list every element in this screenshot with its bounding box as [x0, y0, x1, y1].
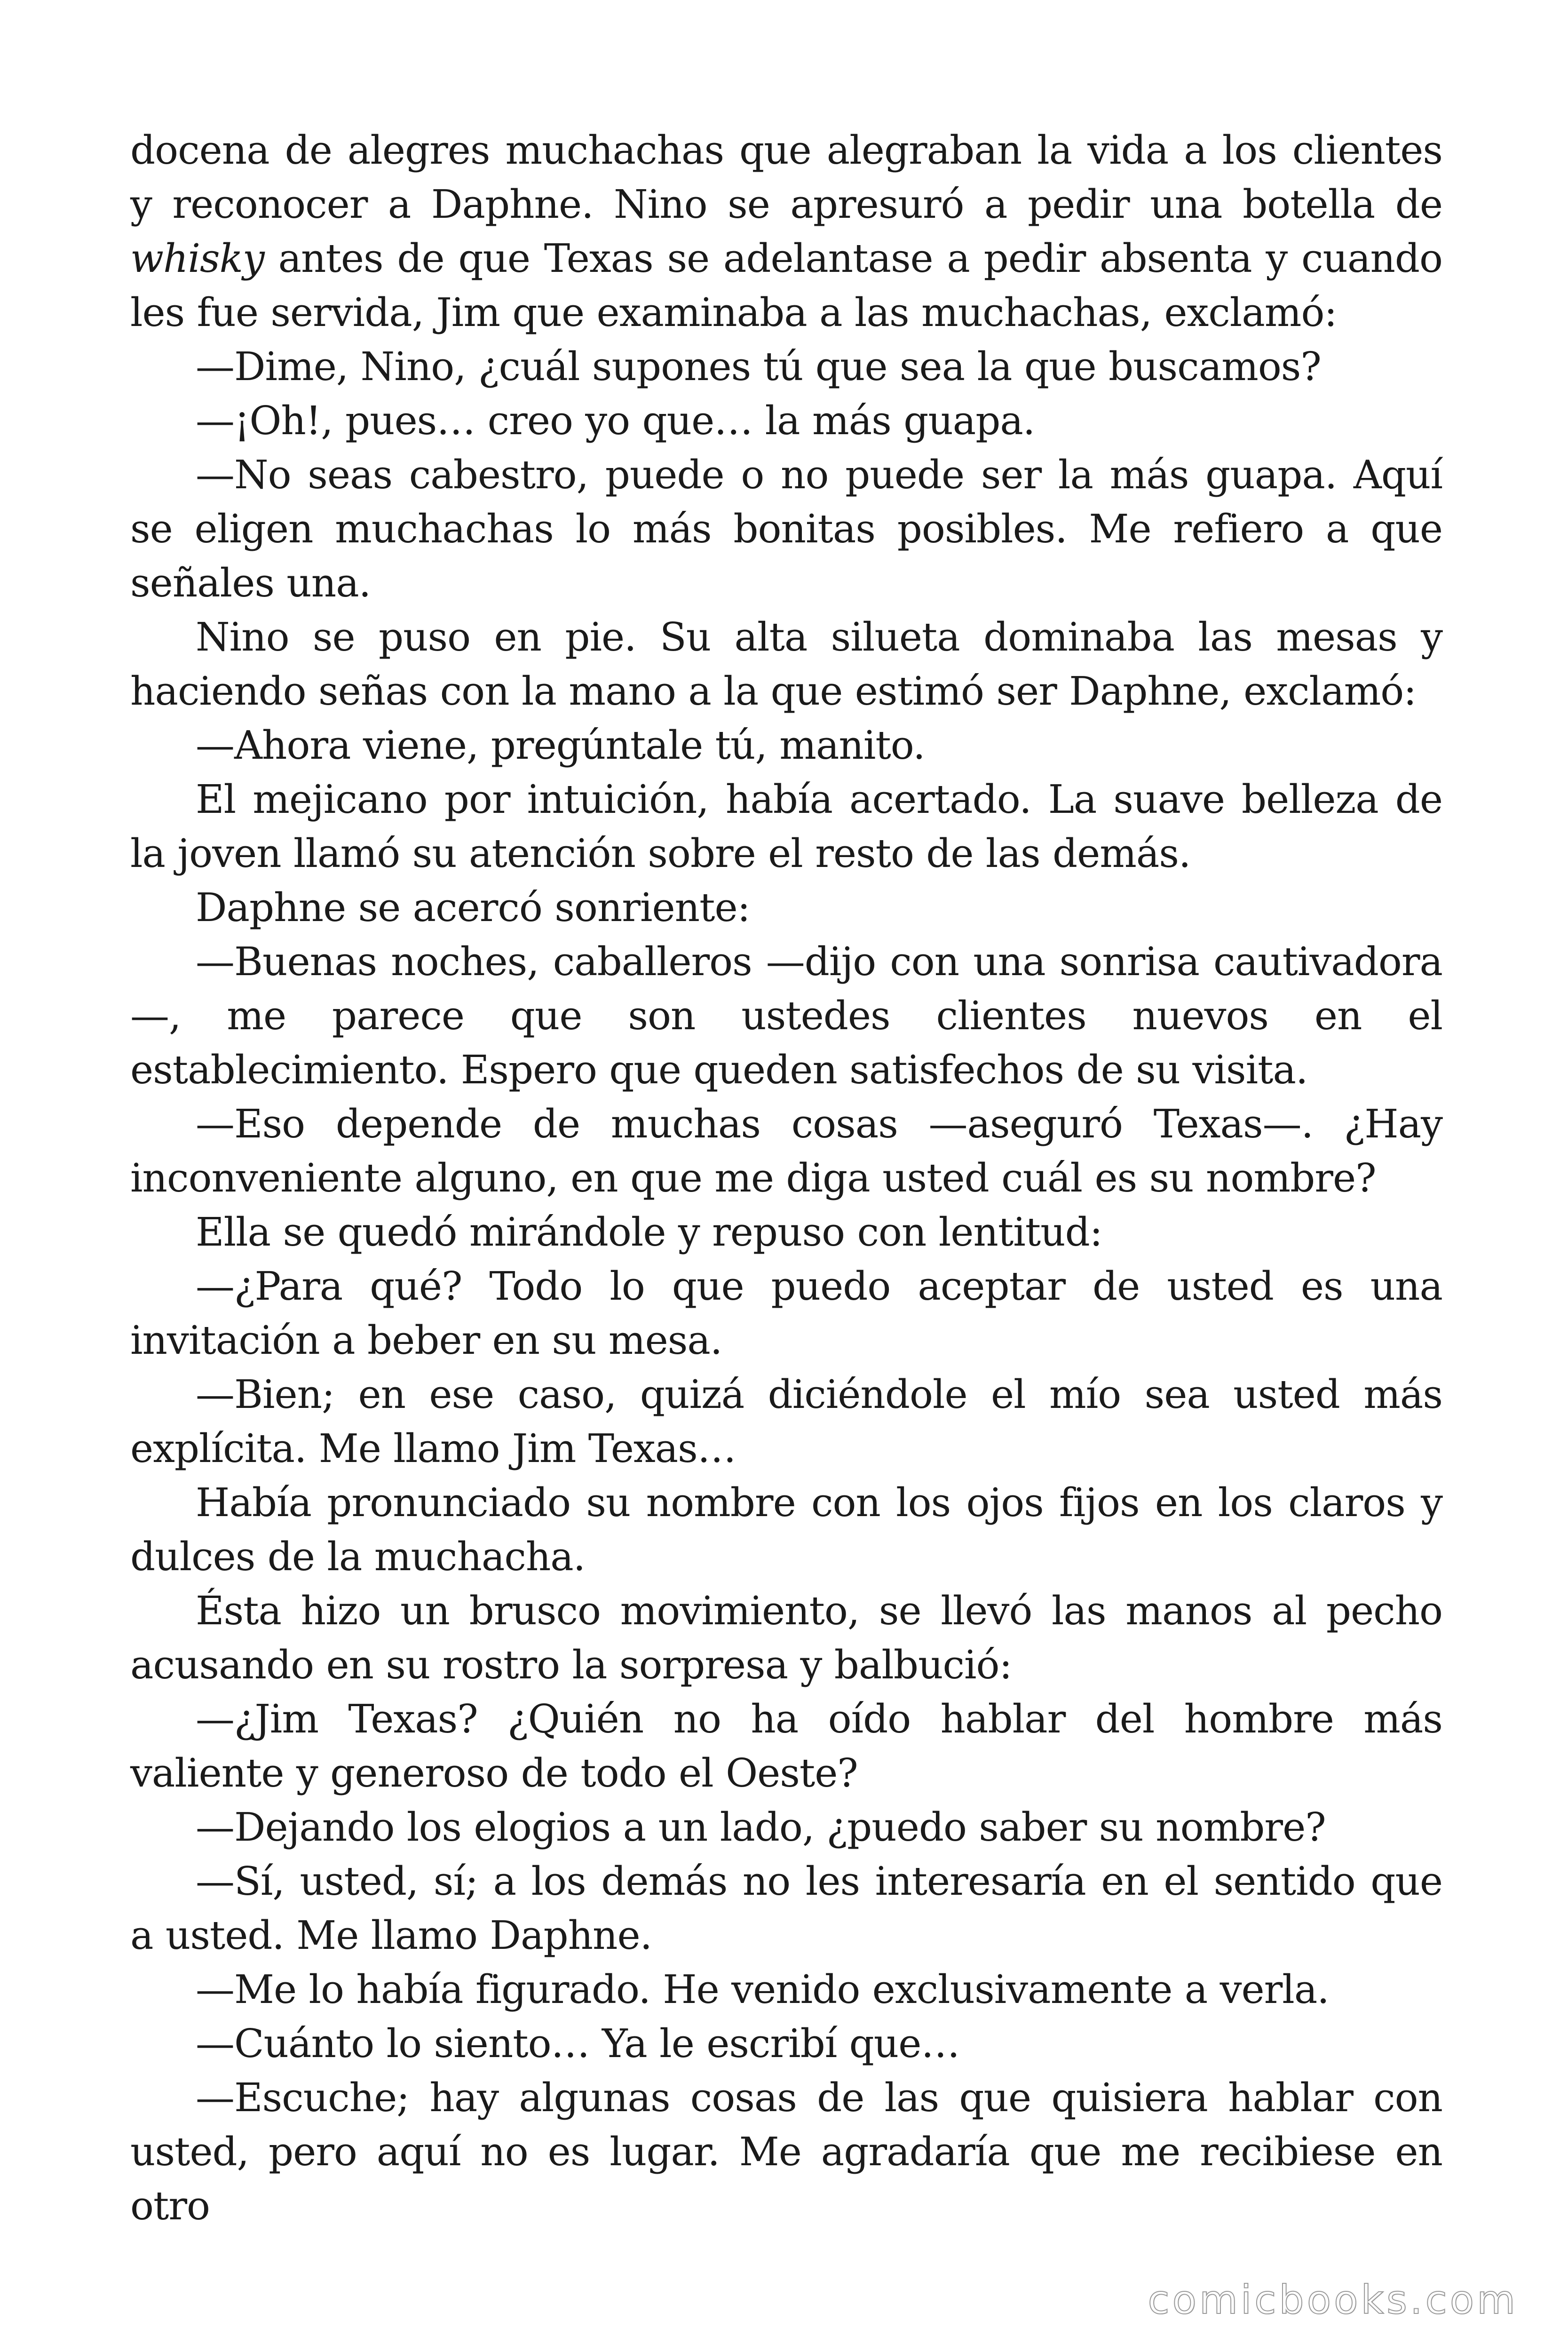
paragraph-1-lead: docena de alegres muchachas que alegraban la vida a los clientes y reconocer a Daphne. Nino se apresuró a pedir una botella de — [130, 127, 1442, 227]
paragraph-3: —¡Oh!, pues… creo yo que… la más guapa. — [196, 398, 1035, 444]
paragraph-1-tail: antes de que Texas se adelantase a pedir absenta y cuando les fue servida, Jim que examinaba a las muchachas, exclamó: — [130, 236, 1442, 335]
paragraph-6: —Ahora viene, pregúntale tú, manito. — [196, 723, 925, 768]
paragraph-15: Ésta hizo un brusco movimiento, se llevó las manos al pecho acusando en su rostro la sorpresa y balbució: — [130, 1588, 1442, 1688]
paragraph-21: —Escuche; hay algunas cosas de las que quisiera hablar con usted, pero aquí no es lugar. Me agradaría que me recibiese en otro — [130, 2075, 1442, 2229]
paragraph-5: Nino se puso en pie. Su alta silueta dominaba las mesas y haciendo señas con la mano a la que estimó ser Daphne, exclamó: — [130, 614, 1442, 714]
paragraph-10: —Eso depende de muchas cosas —aseguró Texas—. ¿Hay inconveniente alguno, en que me diga usted cuál es su nombre? — [130, 1101, 1442, 1201]
paragraph-9: —Buenas noches, caballeros —dijo con una sonrisa cautivadora —, me parece que son ustedes clientes nuevos en el establecimiento. Espero que queden satisfechos de su visita. — [130, 939, 1442, 1093]
paragraph-11: Ella se quedó mirándole y repuso con lentitud: — [196, 1209, 1102, 1255]
paragraph-1 — [130, 123, 1442, 340]
page-body-text — [130, 123, 1442, 2233]
paragraph-16: —¿Jim Texas? ¿Quién no ha oído hablar del hombre más valiente y generoso de todo el Oeste? — [130, 1696, 1442, 1796]
paragraph-7: El mejicano por intuición, había acertado. La suave belleza de la joven llamó su atención sobre el resto de las demás. — [130, 777, 1442, 876]
watermark: comicbooks.com — [1148, 2277, 1518, 2323]
paragraph-20: —Cuánto lo siento… Ya le escribí que… — [196, 2021, 960, 2066]
paragraph-8: Daphne se acercó sonriente: — [196, 885, 750, 930]
paragraph-1-italic-word: whisky — [130, 236, 264, 281]
paragraph-12: —¿Para qué? Todo lo que puedo aceptar de usted es una invitación a beber en su mesa. — [130, 1263, 1442, 1363]
paragraph-18: —Sí, usted, sí; a los demás no les interesaría en el sentido que a usted. Me llamo Daphne. — [130, 1859, 1442, 1958]
paragraph-2: —Dime, Nino, ¿cuál supones tú que sea la que buscamos? — [196, 344, 1321, 389]
paragraph-14: Había pronunciado su nombre con los ojos fijos en los claros y dulces de la muchacha. — [130, 1480, 1442, 1580]
paragraph-19: —Me lo había figurado. He venido exclusivamente a verla. — [196, 1967, 1329, 2012]
paragraph-13: —Bien; en ese caso, quizá diciéndole el mío sea usted más explícita. Me llamo Jim Texas… — [130, 1372, 1442, 1471]
paragraph-4: —No seas cabestro, puede o no puede ser la más guapa. Aquí se eligen muchachas lo más bonitas posibles. Me refiero a que señales una. — [130, 452, 1442, 606]
paragraph-17: —Dejando los elogios a un lado, ¿puedo saber su nombre? — [196, 1804, 1326, 1850]
